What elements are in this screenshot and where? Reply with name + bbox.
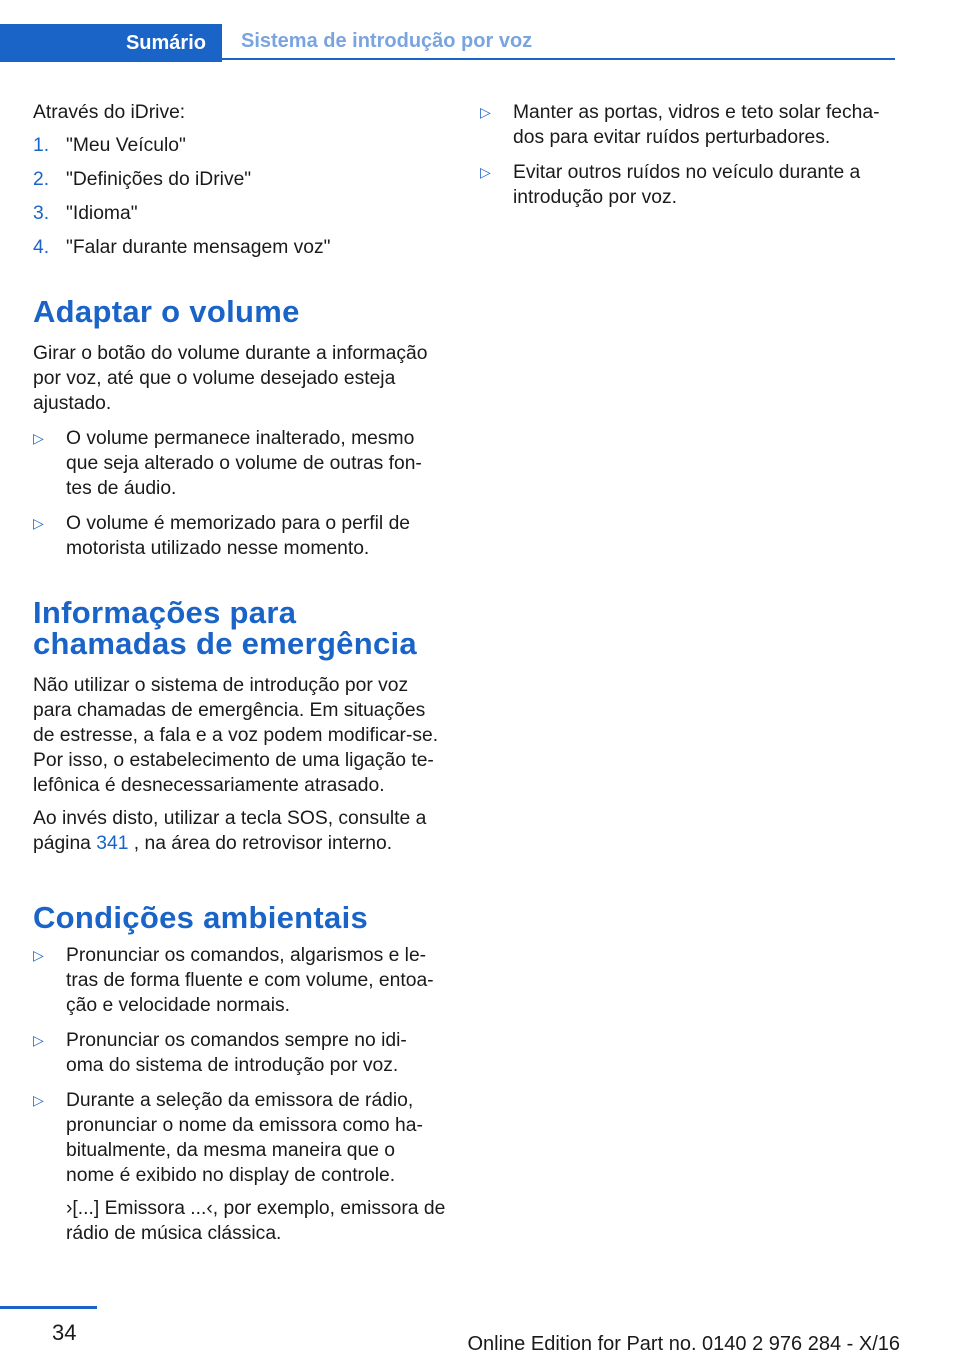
list-item <box>33 1028 448 1078</box>
triangle-bullet-icon: ▷ <box>33 515 44 531</box>
section-text-sos <box>33 806 448 856</box>
bullet-text: Pronunciar os comandos sempre no idi‐ oma do sistema de introdução por voz. <box>66 1030 407 1076</box>
bullet-text: Manter as portas, vidros e teto solar fecha‐ dos para evitar ruídos perturbadores. <box>513 102 880 148</box>
section-title-volume: Adaptar o volume <box>33 294 300 329</box>
step-text: "Definições do iDrive" <box>66 169 252 190</box>
section-title-environment: Condições ambientais <box>33 900 369 935</box>
intro-text: Através do iDrive: <box>33 102 186 123</box>
steps-list <box>33 133 448 260</box>
step-number: 4. <box>33 237 50 258</box>
bullet-list <box>33 426 448 561</box>
text-part: Ao invés disto, utilizar a tecla SOS, consulte a página <box>33 808 427 854</box>
section-title-emergency: Informações para chamadas de emergência <box>33 595 417 661</box>
list-item <box>33 133 448 158</box>
step-number: 2. <box>33 169 50 190</box>
step-number: 1. <box>33 135 50 156</box>
list-item <box>33 426 448 501</box>
list-item <box>480 100 895 150</box>
example-text: ›[...] Emissora ...‹, por exemplo, emissora de rádio de música clássica. <box>66 1198 446 1244</box>
bullet-text: O volume permanece inalterado, mesmo que seja alterado o volume de outras fon‐ tes de áudio. <box>66 428 422 499</box>
list-item <box>33 1088 448 1188</box>
list-item <box>480 160 895 210</box>
list-item <box>33 167 448 192</box>
tab-contents[interactable]: Sumário <box>0 24 222 62</box>
bullet-text: Evitar outros ruídos no veículo durante a introdução por voz. <box>513 162 861 208</box>
tab-voice-system[interactable]: Sistema de introdução por voz <box>222 24 895 60</box>
bullet-text: Pronunciar os comandos, algarismos e le‐ tras de forma fluente e com volume, entoa‐ ção e velocidade normais. <box>66 945 434 1016</box>
section-text: Não utilizar o sistema de introdução por voz para chamadas de emergência. Em situações de estresse, a fala e a voz podem modificar-se. Por isso, o estabelecimento de uma ligação te‐ lefônica é desnecessariamente atrasado. <box>33 675 439 796</box>
bullet-text: O volume é memorizado para o perfil de motorista utilizado nesse momento. <box>66 513 411 559</box>
triangle-bullet-icon: ▷ <box>480 164 491 180</box>
step-text: "Meu Veículo" <box>66 135 186 156</box>
triangle-bullet-icon: ▷ <box>33 947 44 963</box>
footer-divider <box>0 1306 97 1309</box>
list-item <box>33 943 448 1018</box>
triangle-bullet-icon: ▷ <box>33 1032 44 1048</box>
left-column <box>33 100 448 1246</box>
edition-text: Online Edition for Part no. 0140 2 976 284 - X/16 <box>467 1333 900 1355</box>
bullet-text: Durante a seleção da emissora de rádio, pronunciar o nome da emissora como ha‐ bitualmente, da mesma maneira que o nome é exibido no display de controle. <box>66 1090 423 1186</box>
text-part: , na área do retrovisor interno. <box>128 833 393 854</box>
triangle-bullet-icon: ▷ <box>480 104 491 120</box>
list-item <box>33 235 448 260</box>
header-bar <box>0 24 895 62</box>
triangle-bullet-icon: ▷ <box>33 430 44 446</box>
step-text: "Falar durante mensagem voz" <box>66 237 331 258</box>
section-text: Girar o botão do volume durante a informação por voz, até que o volume desejado esteja ajustado. <box>33 343 428 414</box>
bullet-list <box>480 100 895 210</box>
page-number: 34 <box>52 1320 77 1345</box>
triangle-bullet-icon: ▷ <box>33 1092 44 1108</box>
bullet-list <box>33 943 448 1188</box>
step-text: "Idioma" <box>66 203 138 224</box>
page-link[interactable]: 341 <box>96 833 129 854</box>
list-item <box>33 201 448 226</box>
step-number: 3. <box>33 203 50 224</box>
right-column <box>480 100 895 210</box>
list-item <box>33 511 448 561</box>
